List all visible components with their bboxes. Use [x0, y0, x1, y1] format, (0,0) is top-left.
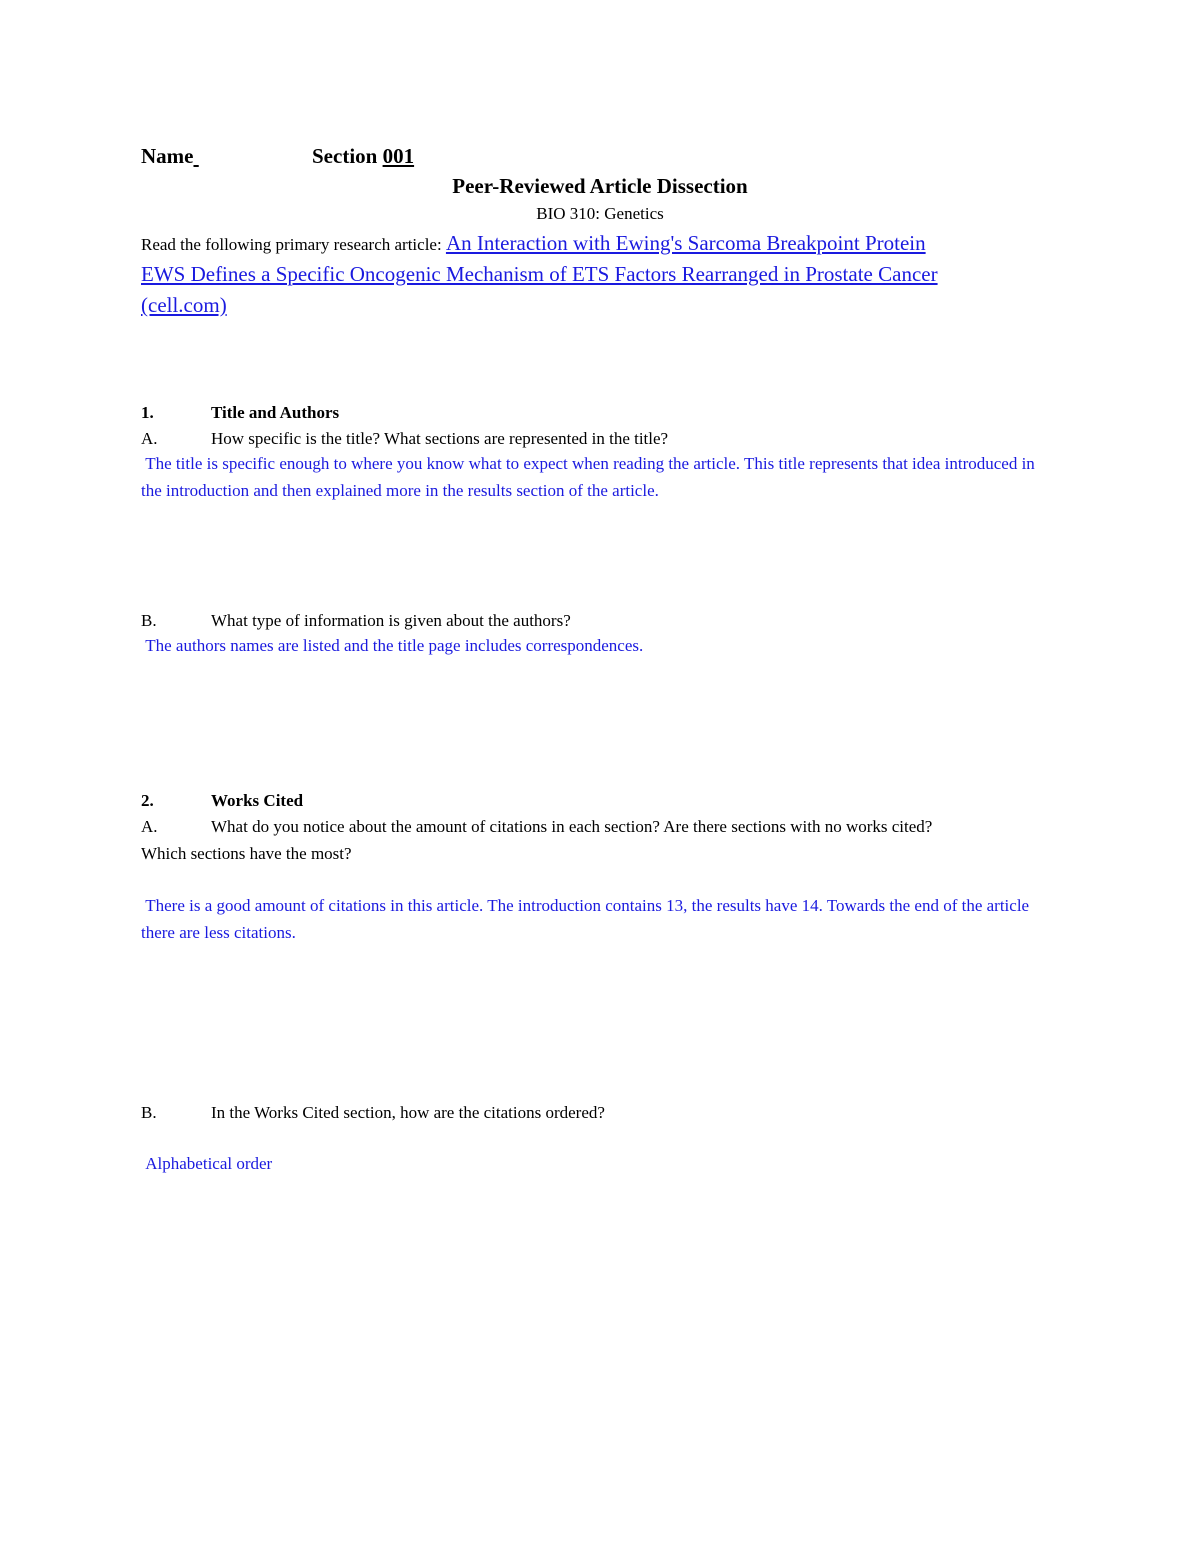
question-1a-letter: A. — [141, 429, 158, 448]
question-2a-cont: Which sections have the most? — [141, 844, 352, 863]
question-2b-text: In the Works Cited section, how are the citations ordered? — [211, 1103, 605, 1122]
section-2-title: Works Cited — [211, 791, 304, 810]
question-1b-text: What type of information is given about the authors? — [211, 611, 571, 630]
article-link-cont[interactable]: EWS Defines a Specific Oncogenic Mechanism of ETS Factors Rearranged in Prostate Cancer — [141, 262, 938, 286]
question-2a-letter: A. — [141, 817, 158, 836]
question-2a — [141, 817, 932, 837]
section-2-heading — [141, 791, 303, 811]
answer-1a[interactable]: The title is specific enough to where you know what to expect when reading the article. This title represents that idea introduced in the introduction and then explained more in the results section of the article. — [141, 454, 1040, 500]
course-subtitle: BIO 310: Genetics — [536, 204, 664, 223]
section-2-number: 2. — [141, 791, 154, 810]
question-1b — [141, 611, 571, 631]
section-label — [312, 144, 414, 169]
answer-1b[interactable]: The authors names are listed and the title page includes correspondences. — [141, 636, 644, 655]
section-number: 001 — [382, 144, 415, 168]
question-1a — [141, 429, 668, 449]
section-1-heading — [141, 403, 339, 423]
answer-2a[interactable]: There is a good amount of citations in this article. The introduction contains 13, the results have 14. Towards the end of the article there are less citations. — [141, 896, 1034, 942]
question-2b — [141, 1103, 605, 1123]
page-title: Peer-Reviewed Article Dissection — [452, 174, 748, 198]
question-2b-letter: B. — [141, 1103, 157, 1122]
answer-2b[interactable]: Alphabetical order — [141, 1154, 273, 1173]
section-1-title: Title and Authors — [211, 403, 340, 422]
intro-line — [141, 233, 926, 255]
question-1a-text: How specific is the title? What sections are represented in the title? — [211, 429, 669, 448]
article-link-line3[interactable] — [141, 293, 227, 318]
section-label-text: Section — [312, 144, 383, 168]
question-2a-text: What do you notice about the amount of citations in each section? Are there sections with no works cited? — [211, 817, 933, 836]
article-link-line2[interactable] — [141, 262, 938, 287]
section-1-number: 1. — [141, 403, 154, 422]
name-label — [141, 144, 199, 169]
question-1b-letter: B. — [141, 611, 157, 630]
article-link[interactable]: An Interaction with Ewing's Sarcoma Breakpoint Protein — [445, 231, 926, 255]
article-link-source[interactable]: (cell.com) — [141, 293, 227, 317]
name-label-text: Name — [141, 144, 194, 168]
intro-text: Read the following primary research article: — [141, 235, 446, 254]
name-blank[interactable] — [193, 144, 198, 168]
